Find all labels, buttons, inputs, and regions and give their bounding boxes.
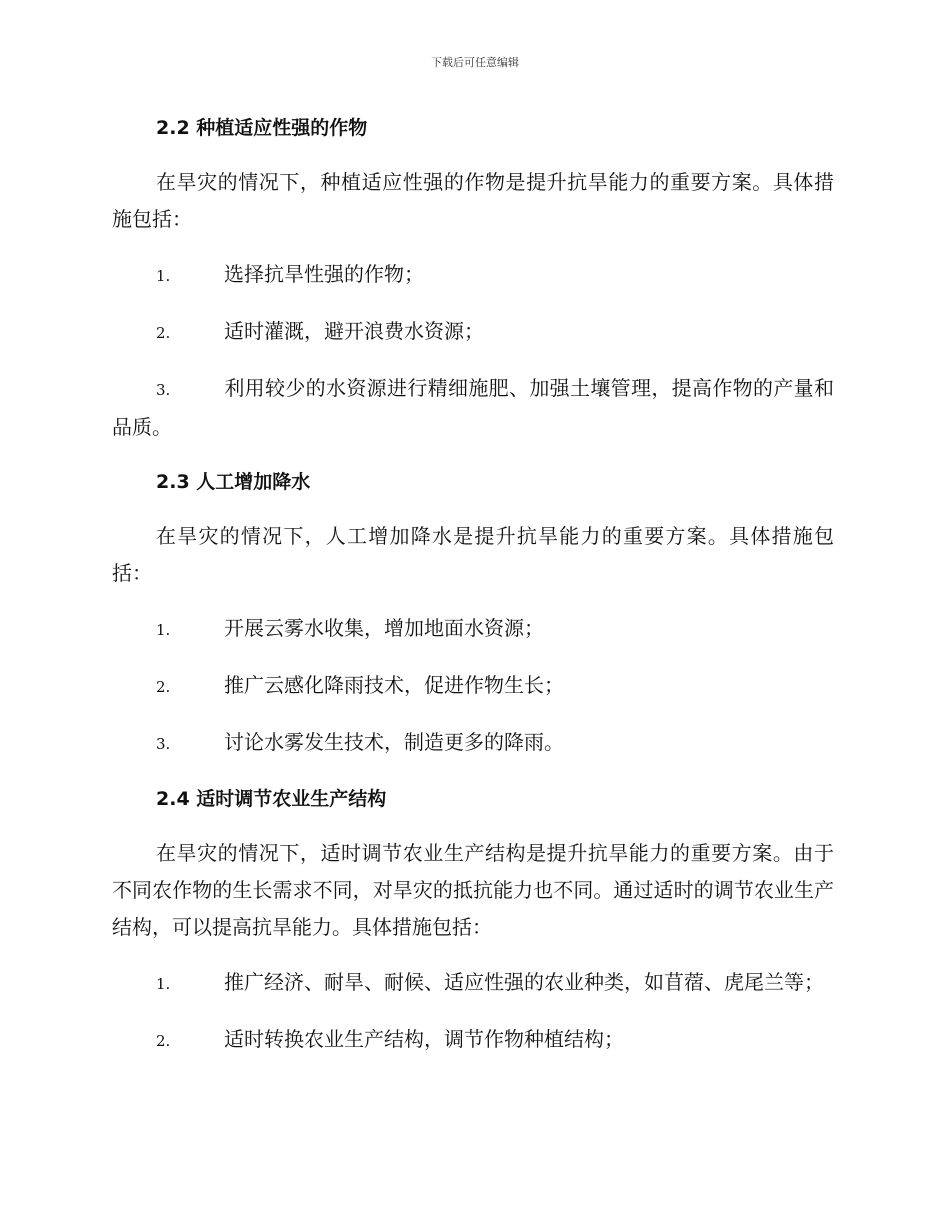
list-item-text: 讨论水雾发生技术，制造更多的降雨。 bbox=[224, 730, 564, 754]
section-paragraph: 在旱灾的情况下，适时调节农业生产结构是提升抗旱能力的重要方案。由于不同农作物的生长需求不同，对旱灾的抵抗能力也不同。通过适时的调节农业生产结构，可以提高抗旱能力。具体措施包括： bbox=[112, 841, 834, 939]
list-item-number: 2. bbox=[156, 678, 171, 696]
list-item-number: 1. bbox=[156, 267, 171, 285]
list-item bbox=[112, 256, 834, 295]
list-item-number: 2. bbox=[156, 324, 171, 342]
section-paragraph: 在旱灾的情况下，人工增加降水是提升抗旱能力的重要方案。具体措施包括： bbox=[112, 524, 834, 585]
list-item-text: 推广经济、耐旱、耐候、适应性强的农业种类，如苜蓿、虎尾兰等； bbox=[224, 970, 824, 994]
list-item-text: 适时灌溉，避开浪费水资源； bbox=[224, 319, 484, 343]
page-header: 下载后可任意编辑 bbox=[431, 56, 519, 69]
section-heading: 2.4 适时调节农业生产结构 bbox=[156, 788, 387, 810]
list-item bbox=[112, 610, 834, 649]
list-item bbox=[112, 370, 834, 446]
list-item-number: 2. bbox=[156, 1032, 171, 1050]
list-item bbox=[112, 667, 834, 706]
list-item-number: 3. bbox=[156, 381, 171, 399]
list-item-number: 1. bbox=[156, 975, 171, 993]
list-item bbox=[112, 1021, 834, 1060]
list-item-text: 选择抗旱性强的作物； bbox=[224, 262, 424, 286]
list-item-text: 适时转换农业生产结构，调节作物种植结构； bbox=[224, 1027, 624, 1051]
list-item bbox=[112, 313, 834, 352]
list-item bbox=[112, 964, 834, 1003]
list-item-number: 3. bbox=[156, 735, 171, 753]
list-item-text: 利用较少的水资源进行精细施肥、加强土壤管理，提高作物的产量和品质。 bbox=[112, 376, 834, 439]
list-item-number: 1. bbox=[156, 621, 171, 639]
list-item-text: 推广云感化降雨技术，促进作物生长； bbox=[224, 673, 564, 697]
section-paragraph: 在旱灾的情况下，种植适应性强的作物是提升抗旱能力的重要方案。具体措施包括： bbox=[112, 170, 834, 231]
section-heading: 2.2 种植适应性强的作物 bbox=[156, 117, 368, 139]
section-heading: 2.3 人工增加降水 bbox=[156, 471, 311, 493]
list-item-text: 开展云雾水收集，增加地面水资源； bbox=[224, 616, 544, 640]
document-body bbox=[112, 110, 834, 1060]
list-item bbox=[112, 724, 834, 763]
